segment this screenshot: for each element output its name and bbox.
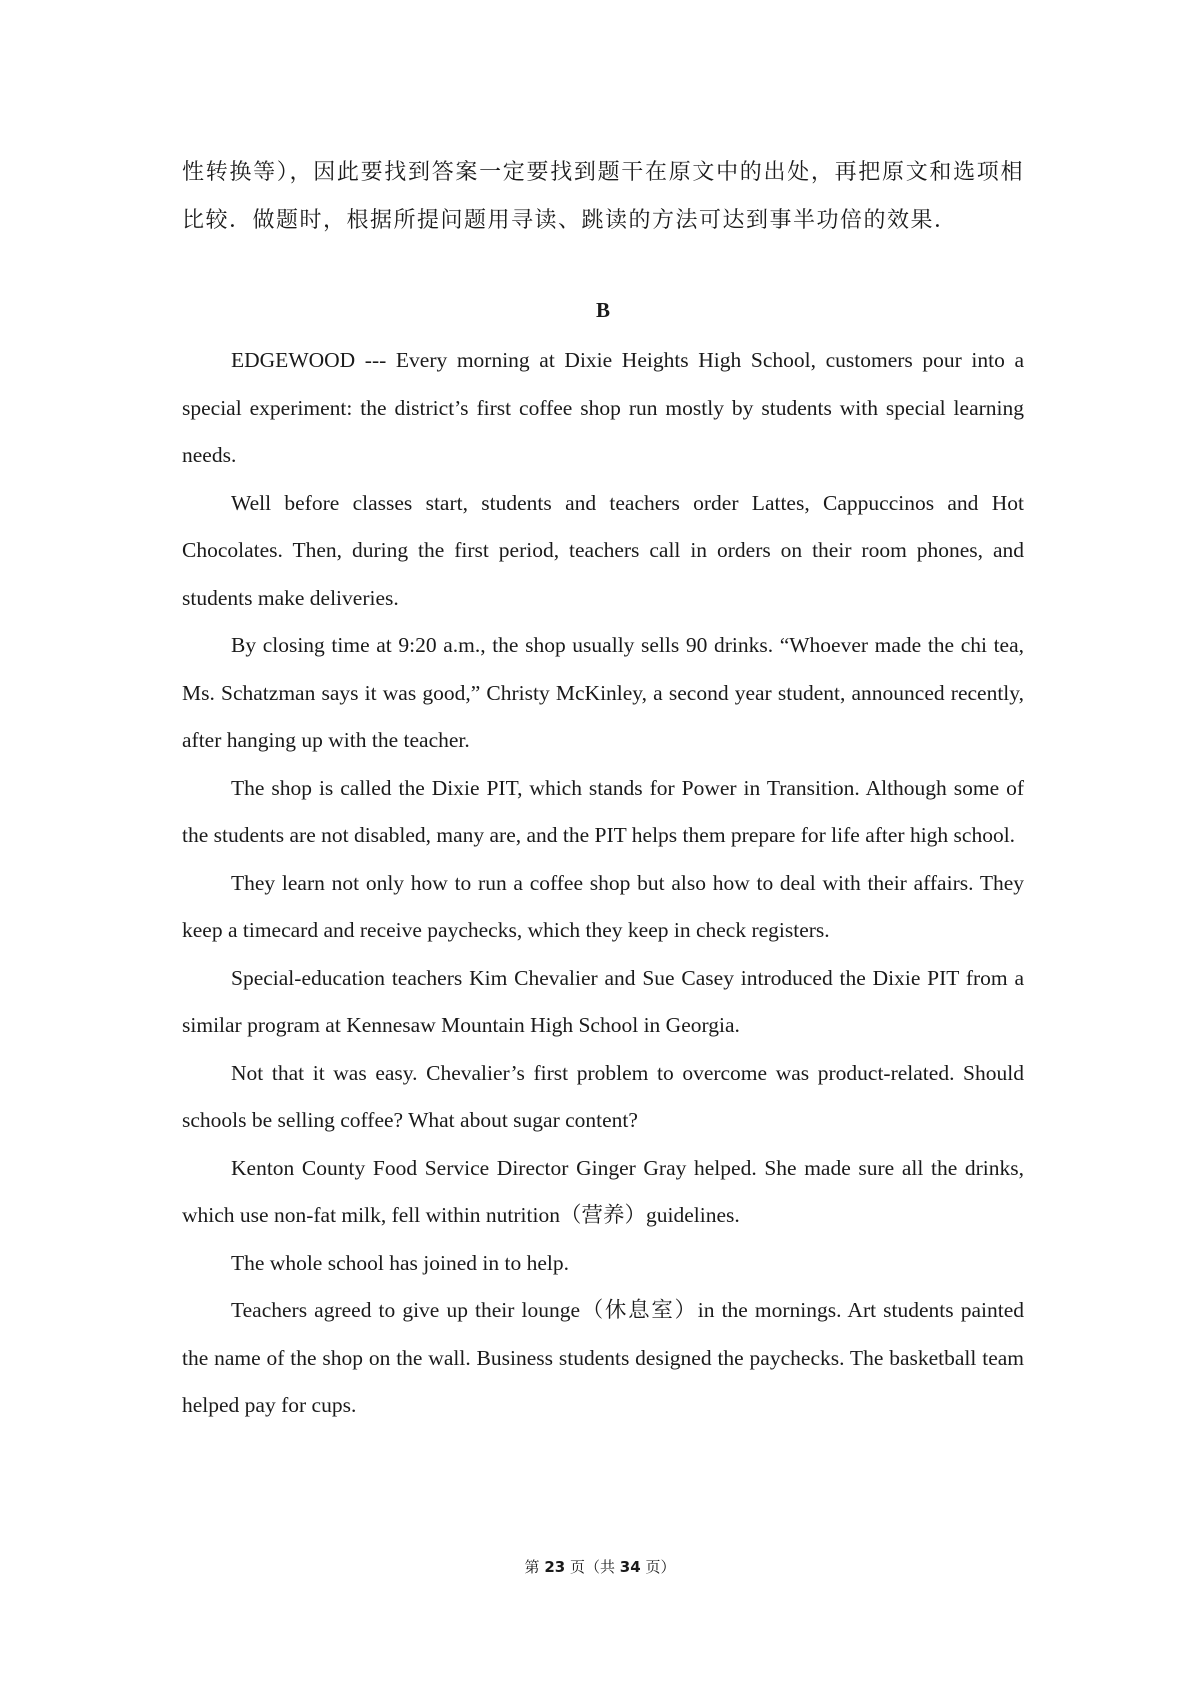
footer-middle: 页（共 (569, 1558, 615, 1576)
passage-paragraph: Teachers agreed to give up their lounge（休息室）in the mornings. Art students painted the name of the shop on the wall. Business students designed the paychecks. The basketball team helped pay for cups. (182, 1298, 1024, 1417)
reading-passage (182, 337, 1024, 1430)
passage-paragraph: The whole school has joined in to help. (231, 1250, 569, 1275)
passage-paragraph: They learn not only how to run a coffee shop but also how to deal with their affairs. They keep a timecard and receive paychecks, which they keep in check registers. (182, 870, 1024, 942)
total-page-count: 34 (619, 1558, 641, 1576)
footer-suffix: 页） (645, 1558, 676, 1576)
passage-paragraph: Well before classes start, students and teachers order Lattes, Cappuccinos and Hot Chocolates. Then, during the first period, teachers call in orders on their room phones, and students make deliveries. (182, 490, 1024, 610)
passage-paragraph: The shop is called the Dixie PIT, which stands for Power in Transition. Although some of the students are not disabled, many are, and the PIT helps them prepare for life after high school. (182, 775, 1024, 847)
intro-paragraph: 性转换等），因此要找到答案一定要找到题干在原文中的出处，再把原文和选项相比较．做题时，根据所提问题用寻读、跳读的方法可达到事半功倍的效果． (182, 159, 1024, 232)
passage-paragraph: Special-education teachers Kim Chevalier and Sue Casey introduced the Dixie PIT from a similar program at Kennesaw Mountain High School in Georgia. (182, 965, 1024, 1037)
footer-prefix: 第 (524, 1558, 540, 1576)
section-heading: B (595, 298, 610, 322)
passage-paragraph: By closing time at 9:20 a.m., the shop usually sells 90 drinks. “Whoever made the chi tea, Ms. Schatzman says it was good,” Christy McKinley, a second year student, announced recently, after hanging up with the teacher. (182, 633, 1024, 752)
passage-paragraph: EDGEWOOD --- Every morning at Dixie Heights High School, customers pour into a special experiment: the district’s first coffee shop run mostly by students with special learning needs. (182, 348, 1024, 467)
current-page-number: 23 (544, 1558, 566, 1576)
passage-paragraph: Not that it was easy. Chevalier’s first problem to overcome was product-related. Should schools be selling coffee? What about sugar content? (182, 1060, 1024, 1132)
page-body (182, 148, 1024, 1417)
passage-paragraph: Kenton County Food Service Director Ginger Gray helped. She made sure all the drinks, which use non-fat milk, fell within nutrition（营养）guidelines. (182, 1155, 1024, 1227)
page-footer (0, 1557, 1200, 1577)
